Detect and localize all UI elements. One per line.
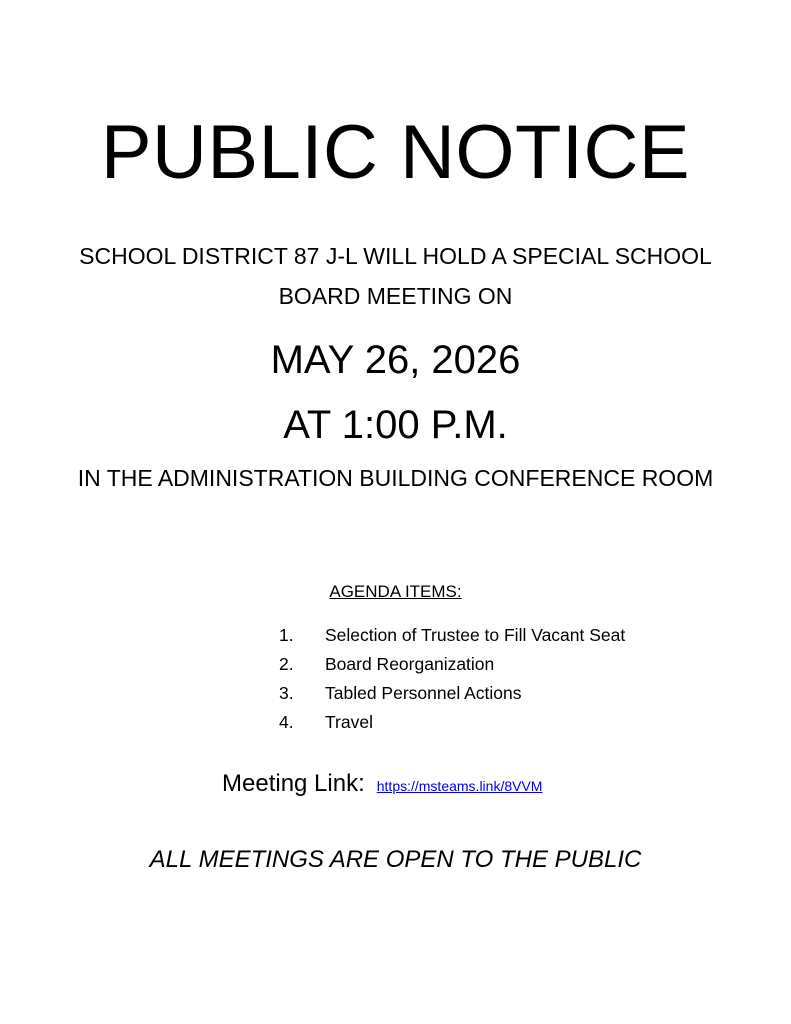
agenda-item-text: Travel <box>325 712 373 732</box>
agenda-item <box>279 680 625 709</box>
agenda-item-number: 2. <box>279 654 294 674</box>
agenda-item-text: Tabled Personnel Actions <box>325 683 522 703</box>
agenda-item-number: 4. <box>279 712 294 732</box>
agenda-item-number: 1. <box>279 625 294 645</box>
agenda-item <box>279 709 625 738</box>
meeting-date: MAY 26, 2026 <box>270 338 521 382</box>
agenda-list <box>279 622 625 738</box>
agenda-item-text: Selection of Trustee to Fill Vacant Seat <box>325 625 626 645</box>
agenda-item <box>279 622 625 651</box>
agenda-heading: AGENDA ITEMS: <box>329 582 462 601</box>
meeting-time: AT 1:00 P.M. <box>283 403 508 447</box>
open-to-public-notice: ALL MEETINGS ARE OPEN TO THE PUBLIC <box>149 846 642 873</box>
meeting-link-row <box>222 766 542 802</box>
meeting-location: IN THE ADMINISTRATION BUILDING CONFERENCE ROOM <box>77 465 714 491</box>
meeting-link-label: Meeting Link: <box>222 770 365 797</box>
meeting-link-url[interactable]: https://msteams.link/8VVM <box>376 778 543 794</box>
agenda-item <box>279 651 625 680</box>
meeting-intro: SCHOOL DISTRICT 87 J-L WILL HOLD A SPECIAL SCHOOL BOARD MEETING ON <box>79 243 712 309</box>
agenda-item-text: Board Reorganization <box>325 654 495 674</box>
notice-title: PUBLIC NOTICE <box>100 110 691 195</box>
agenda-item-number: 3. <box>279 683 294 703</box>
